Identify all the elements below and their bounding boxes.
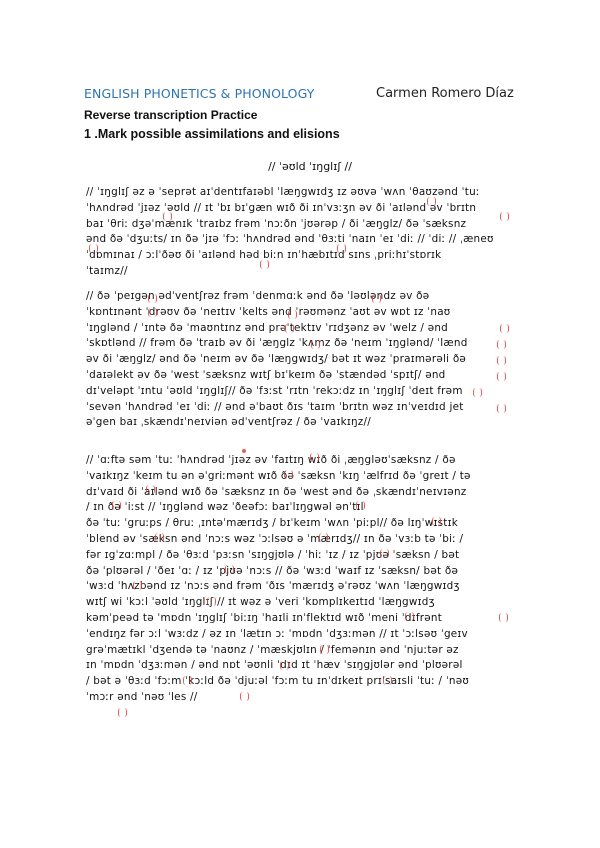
transcription-line: ðə ˈtuː ˈgruːps / θruː ˌɪntəˈmærɪdʒ / bɪˈkeɪm ˈwʌn ˈpiːpl// ðə lɪŋˈwɪstɪk	[86, 517, 458, 530]
transcription-line: kəmˈpeəd tə ˈmɒdn ˈɪŋglɪʃ ˈbiːɪŋ ˈhaɪli ɪnˈflektɪd wɪð ˈmeni ˈdɪfrənt	[86, 611, 443, 624]
transcription-line: ˈsevən ˈhʌndrəd ˈeɪ ˈdiː // ənd əˈbaʊt ðɪs ˈtaɪm ˈbrɪtn wəz ɪnˈveɪdɪd jet	[86, 400, 464, 413]
transcription-line: əˈgen baɪ ˌskændɪˈneɪviən ədˈventʃrəz / ðə ˈvaɪkɪŋz//	[86, 416, 372, 429]
transcription-line: / ɪn ðə ˈiːst // ˈɪŋglənd wəz ˈðeəfɔː baɪˈlɪŋgwəl ənˈtɪl	[86, 501, 364, 514]
task-instruction: 1 .Mark possible assimilations and elisions	[84, 127, 340, 141]
transcription-line: ˈendɪŋz fər ɔːl ˈwɜːdz / əz ɪn ˈlætɪn ɔː ˈmɒdn ˈdʒɜːmən // ɪt ˈɔːlsəʊ ˈgeɪv	[86, 627, 468, 640]
transcription-line: əv ði ˈæŋglz/ ənd ðə ˈneɪm əv ðə ˈlæŋgwɪdʒ/ bət ɪt wəz ˈpraɪmərəli ðə	[86, 353, 467, 366]
transcription-line: ˈɪŋglənd / ˈɪntə ðə ˈmaʊntɪnz ənd prəˈtektɪv ˈrɪdʒənz əv ˈwelz / ənd	[86, 321, 449, 334]
transcription-line: baɪ ˈθriː dʒəˈmænɪk ˈtraɪbz frəm ˈnɔːðn ˈjʊərəp / ði ˈæŋglz/ ðə ˈsæksnz	[86, 217, 467, 230]
transcription-line: // ðə ˈpeɪgən ədˈventʃrəz frəm ˈdenmɑːk ənd ðə ˈləʊləndz əv ðə	[86, 290, 430, 302]
transcription-line: ˈdaɪəlekt əv ðə ˈwest ˈsæksnz wɪtʃ bɪˈkeɪm ðə ˈstændəd ˈspɪtʃ/ ənd	[86, 368, 446, 381]
transcription-line: / bət ə ˈθɜːd ˈfɔːm ˈkɔːld ðə ˈdjuːəl ˈfɔːm tu ɪnˈdɪkeɪt prɪˈsaɪsli ˈtuː / ˈnəʊ	[86, 675, 470, 688]
transcription-paragraph-2	[86, 289, 514, 431]
transcription-paragraph-1	[86, 185, 514, 280]
transcription-line: wɪtʃ wi ˈkɔːl ˈəʊld ˈɪŋglɪʃ // ɪt wəz ə ˈveri ˈkɒmplɪkeɪtɪd ˈlæŋgwɪdʒ	[86, 596, 435, 609]
transcription-line: ənd ðə ˈdʒuːts/ ɪn ðə ˈjɪə ˈfɔː ˈhʌndrəd ənd ˈθɜːti ˈnaɪn ˈeɪ ˈdiː // ˈdiː // ˌæneʊ	[86, 233, 494, 246]
transcription-line: ðə ˈplʊərəl / ˈðeɪ ˈɑː / ɪz ˈpjʊə ˈnɔːs // ðə ˈwɜːd ˈwaɪf ɪz ˈsæksn/ bət ðə	[86, 564, 459, 577]
transcription-line: ˈhʌndrəd ˈjɪəz ˈəʊld // ɪt ˈbɪ bɪˈgæn wɪð ði ɪnˈvɜːʒn əv ði ˈaɪlənd əv ˈbrɪtn	[86, 201, 477, 214]
transcription-line: // ˈɑːftə səm ˈtuː ˈhʌndrəd ˈjɪəz əv ˈfaɪtɪŋ wɪð ði ˌæŋgləʊˈsæksnz / ðə	[86, 454, 456, 466]
transcription-line: ɪn ˈmɒdn ˈdʒɜːmən / ənd nɒt ˈəʊnli ˈdɪd ɪt ˈhæv ˈsɪŋgjʊlər ənd ˈplʊərəl	[86, 659, 463, 672]
transcription-paragraph-3	[86, 453, 514, 706]
transcription-line: ˈblend əv ˈsæksn ənd ˈnɔːs wəz ˈɔːlsəʊ ə ˈmærɪdʒ// ɪn ðə ˈvɜːb tə ˈbiː /	[86, 532, 464, 545]
transcription-line: ˈvaɪkɪŋz ˈkeɪm tu ən əˈgriːmənt wɪð ðə ˈsæksn ˈkɪŋ ˈælfrɪd ðə ˈgreɪt / tə	[86, 469, 471, 482]
transcription-line: dɪˈveləpt ˈɪntu ˈəʊld ˈɪŋglɪʃ// ðə ˈfɜːst ˈrɪtn ˈrekɔːdz ɪn ˈɪŋglɪʃ ˈdeɪt frəm	[86, 384, 463, 397]
transcription-line: grəˈmætɪkl ˈdʒendə tə ˈnaʊnz / ˈmæskjʊlɪn / ˈfemənɪn ənd ˈnjuːtər əz	[86, 643, 459, 656]
document-subtitle: Reverse transcription Practice	[84, 108, 258, 122]
transcription-line: ˈskɒtlənd // frəm ðə ˈtraɪb əv ði ˈæŋglz ˈkʌmz ðə ˈneɪm ˈɪŋglənd/ ˈlænd	[86, 337, 468, 350]
transcription-line: ˈkɒntɪnənt ˈdrəʊv ðə ˈneɪtɪv ˈkelts ənd ˈrəʊmənz ˈaʊt əv wɒt ɪz ˈnaʊ	[86, 305, 451, 318]
transcription-line: ˈtaɪmz//	[86, 264, 128, 277]
transcription-line: ˈwɜːd ˈhʌzbənd ɪz ˈnɔːs ənd frəm ˈðɪs ˈmærɪdʒ əˈrəʊz ˈwʌn ˈlæŋgwɪdʒ	[86, 580, 460, 593]
course-title: ENGLISH PHONETICS & PHONOLOGY	[84, 86, 315, 101]
annotation-mark	[118, 708, 127, 717]
transcription-line: ˈdɒmɪnaɪ / ɔːlˈðəʊ ði ˈaɪlənd həd biːn ɪnˈhæbɪtɪd sɪns ˌpriːhɪˈstɒrɪk	[86, 249, 442, 262]
transcription-line: // ˈɪŋglɪʃ əz ə ˈseprət aɪˈdentɪfaɪəbl ˈlæŋgwɪdʒ ɪz əʊvə ˈwʌn ˈθaʊzənd ˈtuː	[86, 186, 480, 198]
transcription-line: fər ɪgˈzɑːmpl / ðə ˈθɜːd ˈpɜːsn ˈsɪŋgjʊlə / ˈhiː ˈɪz / ɪz ˈpjʊə ˈsæksn / bət	[86, 548, 460, 561]
transcription-line: ˈmɔːr ənd ˈnəʊ ˈles //	[86, 690, 198, 703]
transcription-title: // ˈəʊld ˈɪŋglɪʃ //	[268, 160, 352, 173]
author-name: Carmen Romero Díaz	[376, 86, 514, 101]
transcription-line: dɪˈvaɪd ði ˈaɪlənd wɪð ðə ˈsæksnz ɪn ðə ˈwest ənd ðə ˌskændɪˈneɪvɪənz	[86, 485, 467, 498]
